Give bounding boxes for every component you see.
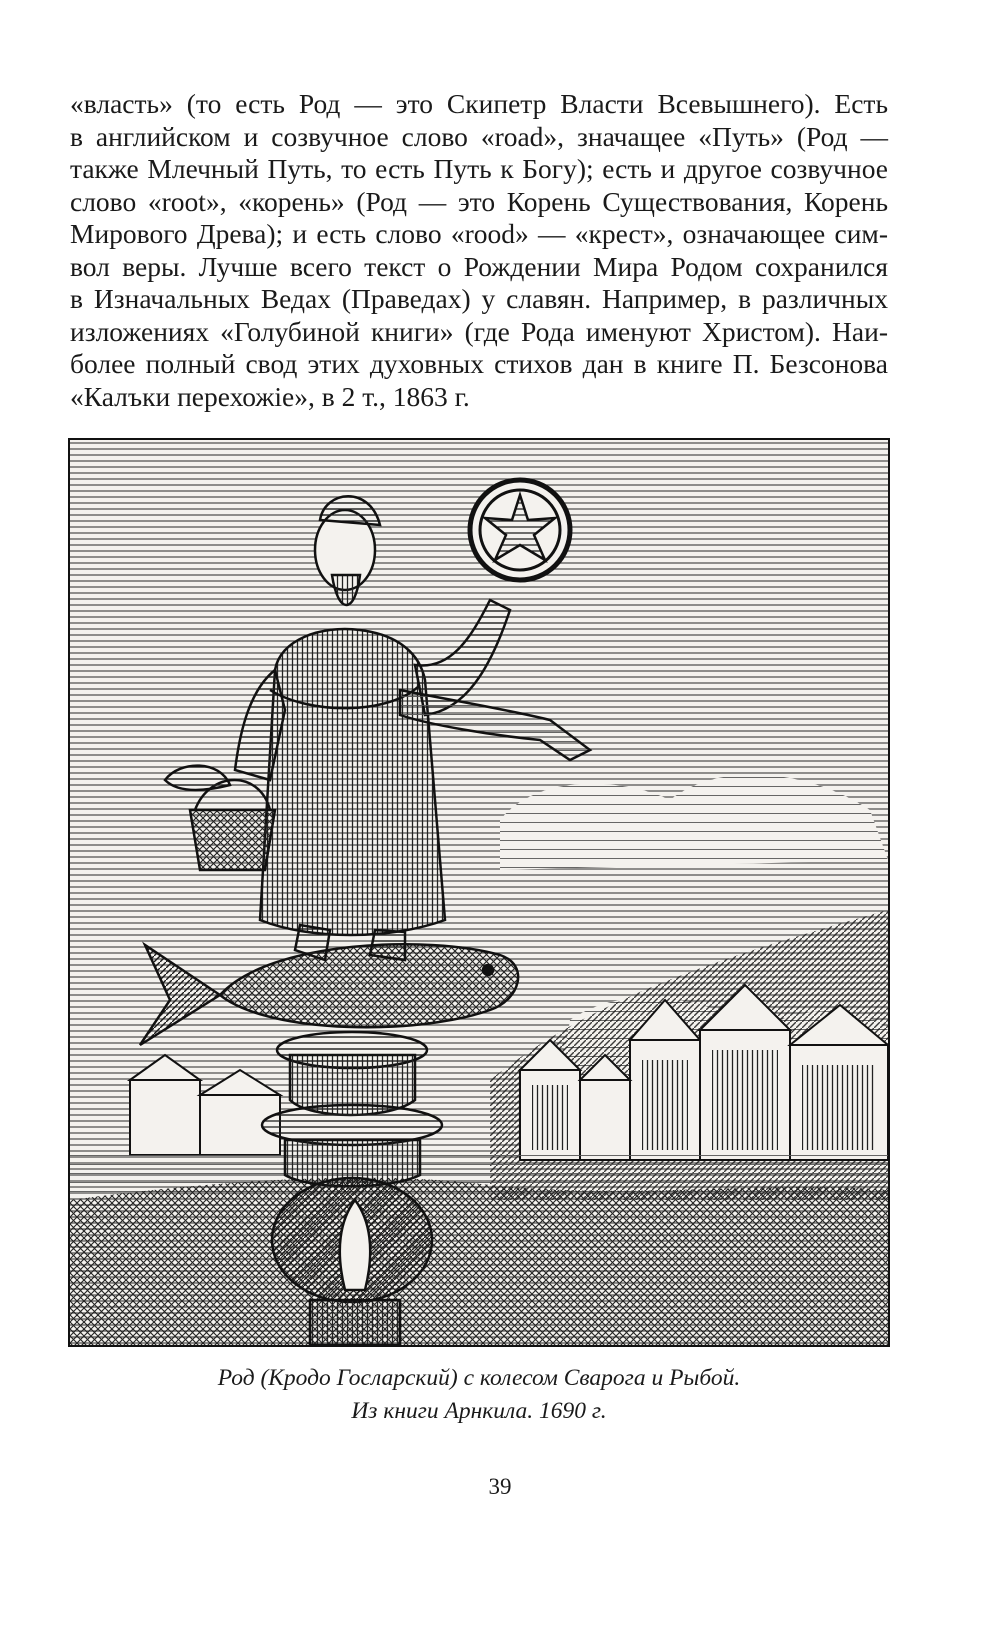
text-line: Мирового Древа); и есть слово «rood» — «крест», означающее сим- — [70, 218, 888, 249]
text-line: в Изначальных Ведах (Праведах) у славян. Например, в различных — [70, 283, 888, 314]
text-line: в английском и созвучное слово «road», значащее «Путь» (Род — — [70, 120, 888, 152]
text-line: также Млечный Путь, то есть Путь к Богу); есть и другое созвучное — [70, 153, 888, 184]
text-line: изложениях «Голубиной книги» (где Рода именуют Христом). Наи- — [70, 315, 888, 347]
ground — [70, 1178, 888, 1345]
text-line: вол веры. Лучше всего текст о Рождении Мира Родом сохранился — [70, 250, 888, 282]
body-text — [70, 88, 888, 413]
wheel-of-svarog — [470, 480, 570, 580]
text-line: «Калъки перехожiе», в 2 т., 1863 г. — [70, 380, 470, 412]
caption-line: Род (Кродо Госларский) с колесом Сварога и Рыбой. — [217, 1365, 741, 1391]
text-line: более полный свод этих духовных стихов дан в книге П. Безсонова — [70, 348, 888, 379]
engraving-illustration — [68, 438, 890, 1347]
figure-caption — [70, 1362, 888, 1428]
page-number: 39 — [488, 1474, 512, 1499]
text-line: «власть» (то есть Род — это Скипетр Власти Всевышнего). Есть — [70, 88, 888, 119]
text-line: слово «root», «корень» (Род — это Корень Существования, Корень — [70, 185, 888, 217]
caption-line: Из книги Арнкила. 1690 г. — [351, 1398, 607, 1424]
